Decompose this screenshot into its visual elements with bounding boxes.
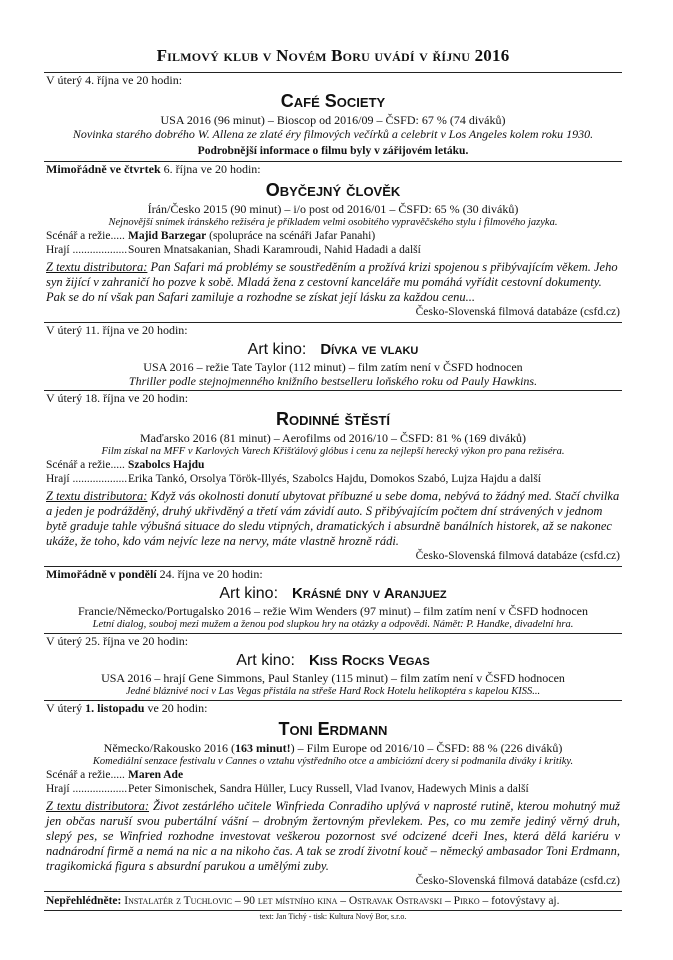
runtime-highlight: 163 minut! xyxy=(234,741,291,755)
info-text-tail: ) – Film Europe od 2016/10 – ČSFD: 88 % (226 diváků) xyxy=(290,741,563,755)
film-section-toni-erdmann xyxy=(44,701,622,892)
distributor-label: Z textu distributora: xyxy=(46,799,150,813)
date-highlight: 1. listopadu xyxy=(85,701,145,715)
date-text-tail: ve 20 hodin: xyxy=(144,701,208,715)
date-text: 6. října ve 20 hodin: xyxy=(160,162,261,176)
source-credit: Česko-Slovenská filmová databáze (csfd.cz) xyxy=(415,306,620,318)
film-info: Írán/Česko 2015 (90 minut) – i/o post od 2016/01 – ČSFD: 65 % (30 diváků) xyxy=(147,202,519,216)
screening-date xyxy=(46,567,620,582)
film-description: Film získal na MFF v Karlových Varech Křišťálový glóbus i cenu za nejlepší herecký výkon pro pana režiséra. xyxy=(101,446,565,457)
footer-notice xyxy=(44,892,622,911)
screening-date: V úterý 11. října ve 20 hodin: xyxy=(46,323,188,337)
distributor-body: Když vás okolnosti donutí ubytovat příbuzné u sebe doma, nebývá to žádný med. Stačí chvilka a jeden je podrážděný, druhý ukřivděný a třetí vám závidí auto. S přibývajícím počtem dní strávených v jednom bytě graduje tahle výbušná situace do sledu vtipných, dramatických i absurdně banálních historek, až se nakonec ukáže, že toho, kdo vám nejvíc leze na nervy, máte vlastně hrozně rádi. xyxy=(46,489,620,548)
film-info: Maďarsko 2016 (81 minut) – Aerofilms od 2016/10 – ČSFD: 81 % (169 diváků) xyxy=(139,431,527,445)
film-title: Krásné dny v Aranjuez xyxy=(292,585,447,602)
cast-list: Peter Simonischek, Sandra Hüller, Lucy Russell, Vlad Ivanov, Hadewych Minis a další xyxy=(128,783,529,795)
credit-cast xyxy=(46,472,620,486)
credit-label: Hrají ................... xyxy=(46,473,128,485)
film-title: Obyčejný člověk xyxy=(265,180,401,200)
film-title-line xyxy=(46,650,620,671)
screening-date: V úterý 4. října ve 20 hodin: xyxy=(46,73,183,87)
director-name: Majid Barzegar xyxy=(128,230,207,242)
page-title: Filmový klub v Novém Boru uvádí v říjnu 2016 xyxy=(44,40,622,73)
date-highlight: Mimořádně v pondělí xyxy=(46,567,157,581)
art-kino-label: Art kino: xyxy=(219,585,279,602)
credit-label: Hrají ................... xyxy=(46,783,128,795)
cast-list: Souren Mnatsakanian, Shadi Karamroudi, Nahid Hadadi a další xyxy=(128,244,421,256)
distributor-text xyxy=(46,489,620,549)
film-info: USA 2016 (96 minut) – Bioscop od 2016/09 – ČSFD: 67 % (74 diváků) xyxy=(160,113,506,127)
film-section-divka-ve-vlaku xyxy=(44,323,622,391)
source-credit: Česko-Slovenská filmová databáze (csfd.cz) xyxy=(415,550,620,562)
film-description: Novinka starého dobrého W. Allena ze zlaté éry filmových večírků a celebrit v Los Angeles kolem roku 1930. xyxy=(72,127,594,141)
film-info xyxy=(46,741,620,755)
footer-label: Nepřehlédněte: xyxy=(46,895,122,907)
cast-list: Erika Tankó, Orsolya Török-Illyés, Szabolcs Hajdu, Domokos Szabó, Lujza Hajdu a další xyxy=(128,473,542,485)
art-kino-label: Art kino: xyxy=(236,652,295,669)
film-title: Kiss Rocks Vegas xyxy=(308,652,430,669)
credit-label: Scénář a režie..... xyxy=(46,459,125,471)
distributor-text xyxy=(46,799,620,874)
film-description: Letní dialog, souboj mezi mužem a ženou pod slupkou hry na otázky a odpovědi. Námět: P. Handke, divadelní hra. xyxy=(92,619,574,630)
distributor-body: Život zestárlého učitele Winfrieda Conradiho uplývá v naprosté rutině, kterou mohutný muž jen občas naruší svou pubertální vášní – drobným žertovným převlekem. Pes, co mu zemře jediný věrný druh, slepý pes, se Winfried rozhodne investovat veškerou pozornost své odcizené dceři Ines, která dělá kariéru v nadnárodní firmě a nemá na nic a na nikoho čas. A tak se zrodí životní kouč – německý ambasador Toni Erdmann, tragikomická figura s absurdní parukou a umělými zuby. xyxy=(46,799,620,873)
film-section-obycejny-clovek xyxy=(44,162,622,323)
source-credit: Česko-Slovenská filmová databáze (csfd.cz) xyxy=(415,875,620,887)
film-description: Nejnovější snímek íránského režiséra je příkladem velmi osobitého vypravěčského stylu i filmového jazyka. xyxy=(108,217,558,228)
screening-date: V úterý 18. října ve 20 hodin: xyxy=(46,391,189,405)
film-note: Podrobnější informace o filmu byly v zářijovém letáku. xyxy=(197,145,469,157)
director-name: Szabolcs Hajdu xyxy=(128,459,205,471)
date-highlight: Mimořádně ve čtvrtek xyxy=(46,162,161,176)
imprint: text: Jan Tichý - tisk: Kultura Nový Bor, s.r.o. xyxy=(259,912,407,921)
date-text: 24. října ve 20 hodin: xyxy=(156,567,263,581)
film-description: Thriller podle stejnojmenného knižního bestselleru loňského roku od Pauly Hawkins. xyxy=(128,374,538,388)
film-info: Francie/Německo/Portugalsko 2016 – režie Wim Wenders (97 minut) – film zatím není v ČSFD hodnocen xyxy=(77,604,588,618)
credit-director xyxy=(46,768,620,782)
film-section-rodinne-stesti xyxy=(44,391,622,567)
film-title-line xyxy=(46,583,620,604)
film-title: Toni Erdmann xyxy=(278,719,388,739)
art-kino-label: Art kino: xyxy=(247,341,307,358)
film-section-kiss-rocks-vegas xyxy=(44,634,622,701)
director-name: Maren Ade xyxy=(128,769,184,781)
info-text: Německo/Rakousko 2016 ( xyxy=(103,741,235,755)
credit-cast xyxy=(46,243,620,257)
film-section-krasne-dny-v-aranjuez xyxy=(44,567,622,634)
footer-text: Instalatér z Tuchlovic – 90 let místního kina – Ostravak Ostravski – Pirko xyxy=(121,895,480,907)
date-text: V úterý xyxy=(46,701,86,715)
credit-label: Hrají ................... xyxy=(46,244,128,256)
film-title: Rodinné štěstí xyxy=(275,409,391,429)
credit-label: Scénář a režie..... xyxy=(46,230,125,242)
film-info: USA 2016 – režie Tate Taylor (112 minut) – film zatím není v ČSFD hodnocen xyxy=(143,360,523,374)
distributor-body: Pan Safari má problémy se soustředěním a prožívá krizi spojenou s přibývajícím věkem. Jeho syn žijící v zahraničí ho pozve k sobě. Mladá žena z cestovní kanceláře mu pomáhá vyřídit cestovní dokumenty. Pak se do ní však pan Safari zamiluje a rozhodne se získat její lásku za každou cenu... xyxy=(46,260,618,304)
screening-date xyxy=(46,701,620,716)
credit-director xyxy=(46,458,620,472)
film-description: Komediální senzace festivalu v Cannes o vztahu výstředního otce a ambiciózní dcery si podmanila diváky i kritiky. xyxy=(92,756,574,767)
credit-director xyxy=(46,229,620,243)
credit-extra: (spolupráce na scénáři Jafar Panahi) xyxy=(206,230,376,242)
film-description: Jedné bláznivé noci v Las Vegas přistála na střeše Hard Rock Hotelu helikoptéra s kapelou KISS... xyxy=(125,686,541,697)
film-title: Café Society xyxy=(280,91,386,111)
film-section-cafe-society xyxy=(44,73,622,162)
footer-tail: – fotovýstavy aj. xyxy=(479,895,560,907)
distributor-label: Z textu distributora: xyxy=(46,489,148,503)
film-info: USA 2016 – hrají Gene Simmons, Paul Stanley (115 minut) – film zatím není v ČSFD hodnocen xyxy=(101,671,565,685)
distributor-label: Z textu distributora: xyxy=(46,260,148,274)
credit-cast xyxy=(46,782,620,796)
film-title-line xyxy=(46,339,620,360)
film-title: Dívka ve vlaku xyxy=(320,341,419,358)
screening-date xyxy=(46,162,620,177)
credit-label: Scénář a režie..... xyxy=(46,769,125,781)
screening-date: V úterý 25. října ve 20 hodin: xyxy=(46,634,189,648)
distributor-text xyxy=(46,260,620,305)
leaflet-page xyxy=(44,40,622,922)
